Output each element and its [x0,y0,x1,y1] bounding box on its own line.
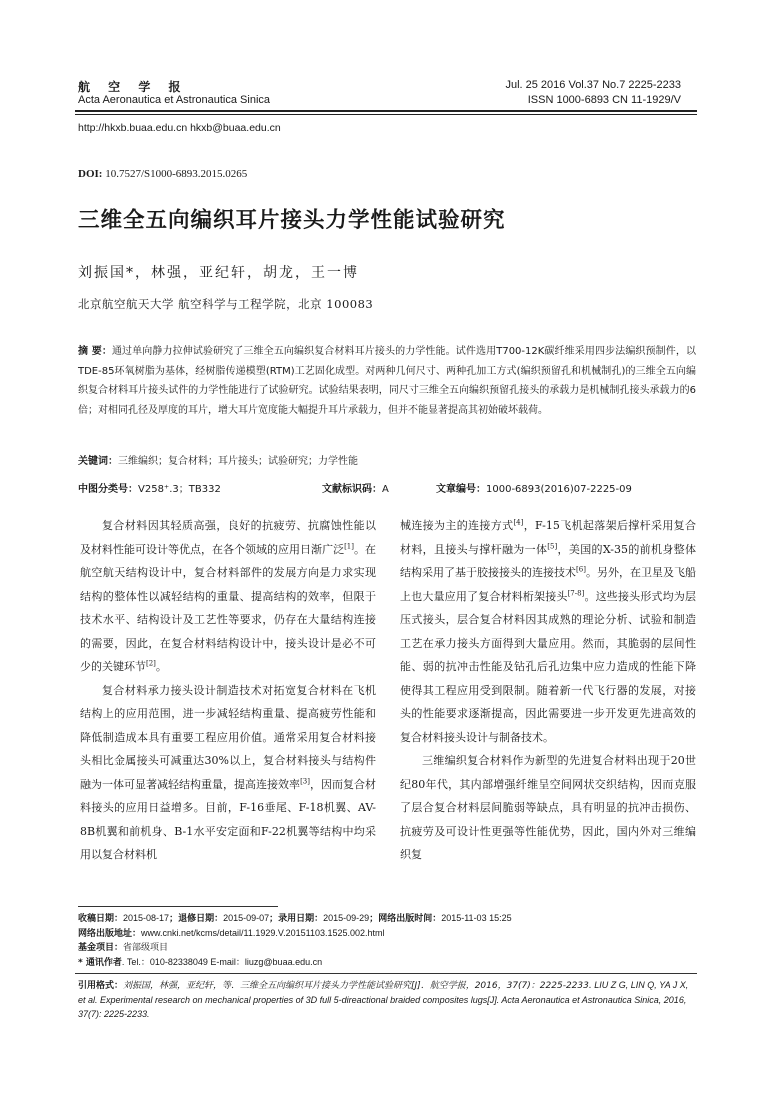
article-no-text: 1000-6893(2016)07-2225-09 [486,484,632,495]
citation-ref: [6] [576,565,586,574]
article-no-label: 文章编号： [436,484,486,495]
doi-label: DOI: [78,168,103,180]
doc-code-label: 文献标识码： [322,484,382,495]
accepted-label: ；录用日期： [269,914,324,924]
received-date: 2015-08-17 [123,913,170,923]
body-column-left [80,514,376,867]
accepted-date: 2015-09-29 [323,913,370,923]
paragraph-text: ，美国的X-35的前机身整体结构采用了基于胶接接头的连接技术 [400,542,697,579]
citation-cn: 刘振国，林强，亚纪轩，等．三维全五向编织耳片接头力学性能试验研究[J]．航空学报，2016，37(7)：2225-2233. [123,981,592,991]
fund-label: 基金项目： [78,943,124,953]
paragraph-text: ，因而复合材料接头的应用日益增多。目前，F-16垂尾、F-18机翼、AV-8B机翼和前机身、B-1水平安定面和F-22机翼等结构中均采用以复合材料机 [80,777,377,861]
abstract [78,342,696,420]
clc-number [78,480,221,495]
paragraph-text: 。 [155,660,167,673]
citation-ref: [4] [513,518,524,527]
journal-name-cn: 航 空 学 报 [78,80,188,94]
clc-text: V258⁺.3；TB332 [138,484,221,495]
paragraph [80,679,376,867]
citation-format [78,978,698,1021]
header-rule [75,110,697,112]
corresponding-author-line [78,956,512,971]
online-label: ；网络出版时间： [369,914,442,924]
keywords-label: 关键词： [78,456,118,467]
received-label: 收稿日期： [78,914,124,924]
journal-name-en: Acta Aeronautica et Astronautica Sinica [78,94,271,106]
citation-ref: [5] [547,541,558,550]
affiliation: 北京航空航天大学 航空科学与工程学院，北京 100083 [78,297,374,311]
paragraph-text: ，F-15飞机起落架后撑杆采用复合材料，且接头与撑杆融为一体 [400,519,697,556]
citation-label: 引用格式： [78,981,124,991]
citation-ref: [2] [146,659,156,668]
fund-line [78,941,512,956]
keywords-text: 三维编织；复合材料；耳片接头；试验研究；力学性能 [118,456,358,467]
doi-value: 10.7527/S1000-6893.2015.0265 [102,168,248,180]
issn-info: ISSN 1000-6893 CN 11-1929/V [527,94,681,106]
citation-rule [75,973,697,974]
citation-ref: [1] [344,541,354,550]
keywords [78,452,696,467]
dates-line [78,912,512,927]
paragraph-text: 复合材料承力接头设计制造技术对拓宽复合材料在飞机结构上的应用范围，进一步减轻结构重量、提高疲劳性能和降低制造成本具有重要工程应用价值。通常采用复合材料接头相比金属接头可减重达30%以上，复合材料接头与结构件融为一体可显著减轻结构重量，提高连接效率 [80,683,376,791]
page-title: 三维全五向编织耳片接头力学性能试验研究 [78,208,506,233]
fund-text: 省部级项目 [123,942,169,952]
revised-label: ；退修日期： [169,914,224,924]
footnotes [78,912,512,970]
citation-ref: [7-8] [567,588,585,597]
url-label: 网络出版地址： [78,928,142,939]
citation-en: LIU Z G, LIN Q, YA J X, et al. Experimental research on mechanical properties of 3D full 5-direactional braided composites lugs[J]. Acta Aeronautica et Astronautica Sinica, 2016, 37(7): 2225-2233. [78,980,689,1019]
paragraph-text: 。在航空航天结构设计中，复合材料部件的发展方向是力求实现结构的整体性以减轻结构的重量、提高结构的效率，但限于技术水平、结构设计及工艺性等要求，仍存在大量结构连接的需要，因此，在复合材料结构设计中，接头设计是必不可少的关键环节 [80,542,377,673]
document-code [322,480,389,495]
article-number [436,480,632,495]
journal-website: http://hkxb.buaa.edu.cn hkxb@buaa.edu.cn [78,122,281,134]
revised-date: 2015-09-07 [223,913,270,923]
paragraph-text: 复合材料因其轻质高强，良好的抗疲劳、抗腐蚀性能以及材料性能可设计等优点，在各个领域的应用日渐广泛 [80,519,376,556]
paragraph [400,749,696,867]
paragraph-text: 。另外，在卫星及飞船上也大量应用了复合材料桁架接头 [400,566,696,603]
citation-ref: [3] [300,776,310,785]
doc-code-text: A [382,484,389,495]
online-url: www.cnki.net/kcms/detail/11.1929.V.20151103.1525.002.html [141,927,385,938]
footnote-rule [78,906,278,907]
abstract-text: 通过单向静力拉伸试验研究了三维全五向编织复合材料耳片接头的力学性能。试件选用T700-12K碳纤维采用四步法编织预制件，以TDE-85环氧树脂为基体，经树脂传递模塑(RTM)工艺固化成型。对两种几何尺寸、两种孔加工方式(编织预留孔和机械制孔)的三维全五向编织复合材料耳片接头试件的力学性能进行了试验研究。试验结果表明，同尺寸三维全五向编织预留孔接头的承载力是机械制孔接头承载力的6倍；对相同孔径及厚度的耳片，增大耳片宽度能大幅提升耳片承载力，但并不能显著提高其初始破坏载荷。 [78,346,696,416]
paragraph [80,514,376,679]
online-date: 2015-11-03 15:25 [441,913,512,923]
paragraph-text: 。这些接头形式均为层压式接头，层合复合材料因其成熟的理论分析、试验和制造工艺在承力接头方面得到大量应用。然而，其脆弱的层间性能、弱的抗冲击性能及钻孔后孔边集中应力造成的性能下降使得其工程应用受到限制。随着新一代飞行器的发展，对接头的性能要求逐渐提高，因此需要进一步开发更先进高效的复合材料接头设计与制备技术。 [400,589,697,744]
paragraph-text: 三维编织复合材料作为新型的先进复合材料出现于20世纪80年代，其内部增强纤维呈空间网状交织结构，因而克服了层合复合材料层间脆弱等缺点，具有明显的抗冲击损伤、抗疲劳及可设计性更强等性能优势，因此，国内外对三维编织复 [400,754,696,861]
abstract-label: 摘 要： [78,346,112,357]
online-url-line [78,927,512,942]
issue-info: Jul. 25 2016 Vol.37 No.7 2225-2233 [505,79,681,91]
corresponding-contact: . Tel.：010-82338049 E-mail：liuzg@buaa.edu.cn [121,956,323,967]
paragraph-text: 械连接为主的连接方式 [400,519,514,532]
paragraph [400,514,696,749]
corresponding-label: * 通讯作者 [78,957,122,968]
body-column-right [400,514,696,867]
clc-label: 中图分类号： [78,484,138,495]
header-rule-thin [75,114,697,115]
doi [78,168,247,180]
authors: 刘振国*，林强，亚纪轩，胡龙，王一博 [78,265,359,281]
